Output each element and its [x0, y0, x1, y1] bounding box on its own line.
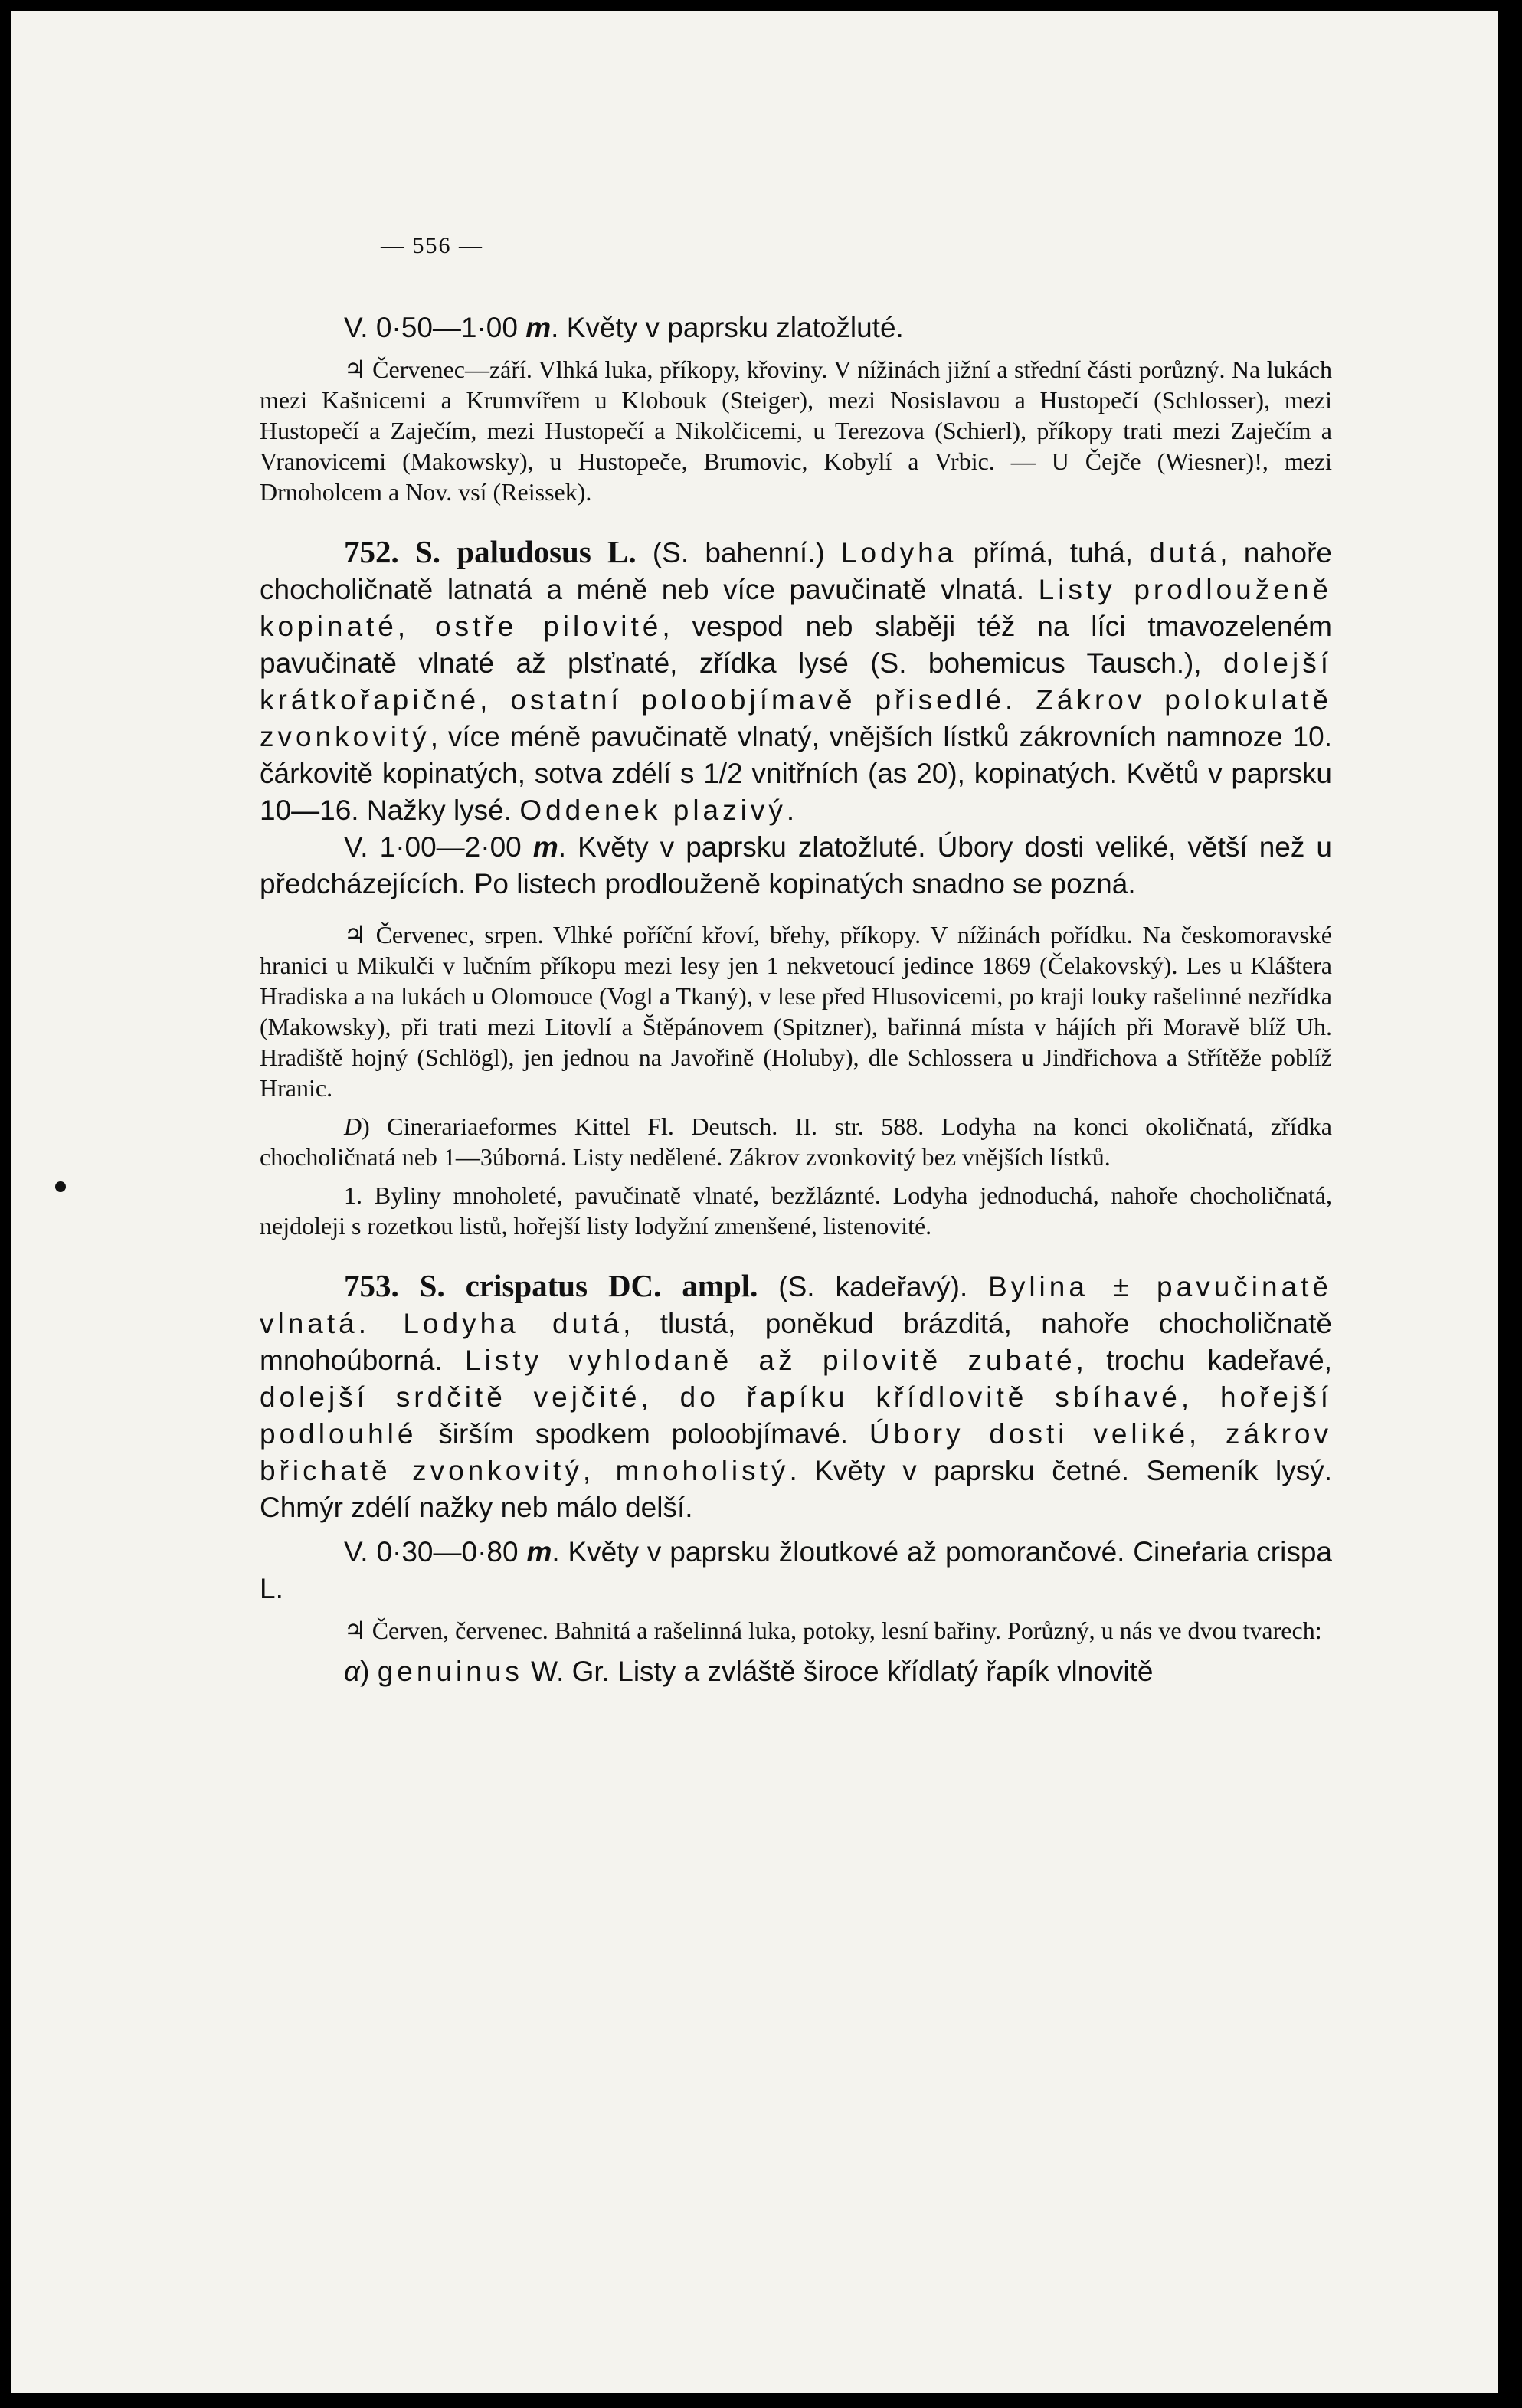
paragraph-dimensions: V. 0·50—1·00 m. Květy v paprsku zlatožluté.: [344, 312, 904, 343]
page-number: — 556 —: [381, 233, 483, 258]
paragraph-distribution: ♃ Červenec—září. Vlhká luka, příkopy, křoviny. V nížinách jižní a střední části porůzný. Na lukách mezi Kašnicemi a Krumvířem u Klobouk (Steiger), mezi Nosislavou a Hustopečí (Schlosser), mezi Hustopečí a Zaječím, mezi Hustopečí a Nikolčicemi, u Terezova (Schierl), příkopy trati mezi Zaječím a Vranovicemi (Makowsky), u Hustopeče, Brumovic, Kobylí a Vrbic. — U Čejče (Wiesner)!, mezi Drnoholcem a Nov. vsí (Reissek).: [260, 355, 1332, 506]
book-page: [11, 11, 1498, 2393]
species-753-description: 753. S. crispatus DC. ampl. (S. kadeřavý). Bylina ± pavučinatě vlnatá. Lodyha dutá, tlustá, poněkud brázditá, nahoře chocholičnatě mnohoúborná. Listy vyhlodaně až pilovitě zubaté, trochu kadeřavé, dolejší srdčitě vejčité, do řapíku křídlovitě sbíhavé, hořejší podlouhlé širším spodkem poloobjímavé. Úbory dosti veliké, zákrov břichatě zvonkovitý, mnoholistý. Květy v paprsku četné. Semeník lysý. Chmýr zdélí nažky neb málo delší.: [260, 1268, 1333, 1523]
species-name: S. crispatus DC. ampl.: [419, 1268, 758, 1303]
fraction: 1/2: [703, 758, 743, 789]
margin-dot-mark: [55, 1181, 66, 1192]
paragraph-variety-alpha: α) genuinus W. Gr. Listy a zvláště široce křídlatý řapík vlnovitě: [344, 1656, 1154, 1687]
species-752-description: 752. S. paludosus L. (S. bahenní.) Lodyha přímá, tuhá, dutá, nahoře chocholičnatě latnatá a méně neb více pavučinatě vlnatá. Listy prodlouženě kopinaté, ostře pilovité, vespod neb slaběji též na líci tmavozeleném pavučinatě vlnaté až plsťnaté, zřídka lysé (S. bohemicus Tausch.), dolejší krátkořapičné, ostatní poloobjímavě přisedlé. Zákrov polokulatě zvonkovitý, více méně pavučinatě vlnatý, vnějších lístků zákrovních namnoze 10. čárkovitě kopinatých, sotva zdélí s 1/2 vnitřních (as 20), kopinatých. Květů v paprsku 10—16. Nažky lysé. Oddenek plazivý.: [260, 534, 1332, 826]
paragraph-distribution-753: ♃ Červen, červenec. Bahnitá a rašelinná luka, potoky, lesní bařiny. Porůzný, u nás ve dvou tvarech:: [344, 1617, 1322, 1644]
species-number: 753.: [344, 1268, 399, 1303]
text-column: [260, 310, 1332, 1690]
paragraph-key-1: 1. Byliny mnoholeté, pavučinatě vlnaté, bezžláznté. Lodyha jednoduchá, nahoře chocholičnatá, nejdoleji s rozetkou listů, hořejší listy lodyžní zmenšené, listenovité.: [260, 1181, 1332, 1240]
species-name: S. paludosus L.: [415, 534, 637, 569]
paragraph-dimensions-752: V. 1·00—2·00 m. Květy v paprsku zlatožluté. Úbory dosti veliké, větší než u předcházejících. Po listech prodlouženě kopinatých snadno se pozná.: [260, 831, 1333, 899]
paragraph-group-d: D) Cinerariaeformes Kittel Fl. Deutsch. II. str. 588. Lodyha na konci okoličnatá, zřídka chocholičnatá neb 1—3úborná. Listy nedělené. Zákrov zvonkovitý bez vnějších lístků.: [260, 1112, 1332, 1171]
paragraph-distribution-752: ♃ Červenec, srpen. Vlhké poříční křoví, břehy, příkopy. V nížinách pořídku. Na českomoravské hranici u Mikulči v lučním příkopu mezi lesy jen 1 nekvetoucí jedince 1869 (Čelakovský). Les u Kláštera Hradiska a na lukách u Olomouce (Vogl a Tkaný), v lese před Hlusovicemi, po kraji louky rašelinné nezřídka (Makowsky), při trati mezi Litovlí a Štěpánovem (Spitzner), bařinná místa v hájích při Moravě blíž Uh. Hradiště hojný (Schlögl), jen jednou na Javořině (Holuby), dle Schlossera u Jindřichova a Střítěže poblíž Hranic.: [260, 921, 1332, 1102]
paragraph-dimensions-753: V. 0·30—0·80 m. Květy v paprsku žloutkové až pomorančové. Cineraria crispa L.: [260, 1536, 1332, 1604]
species-number: 752.: [344, 534, 399, 569]
